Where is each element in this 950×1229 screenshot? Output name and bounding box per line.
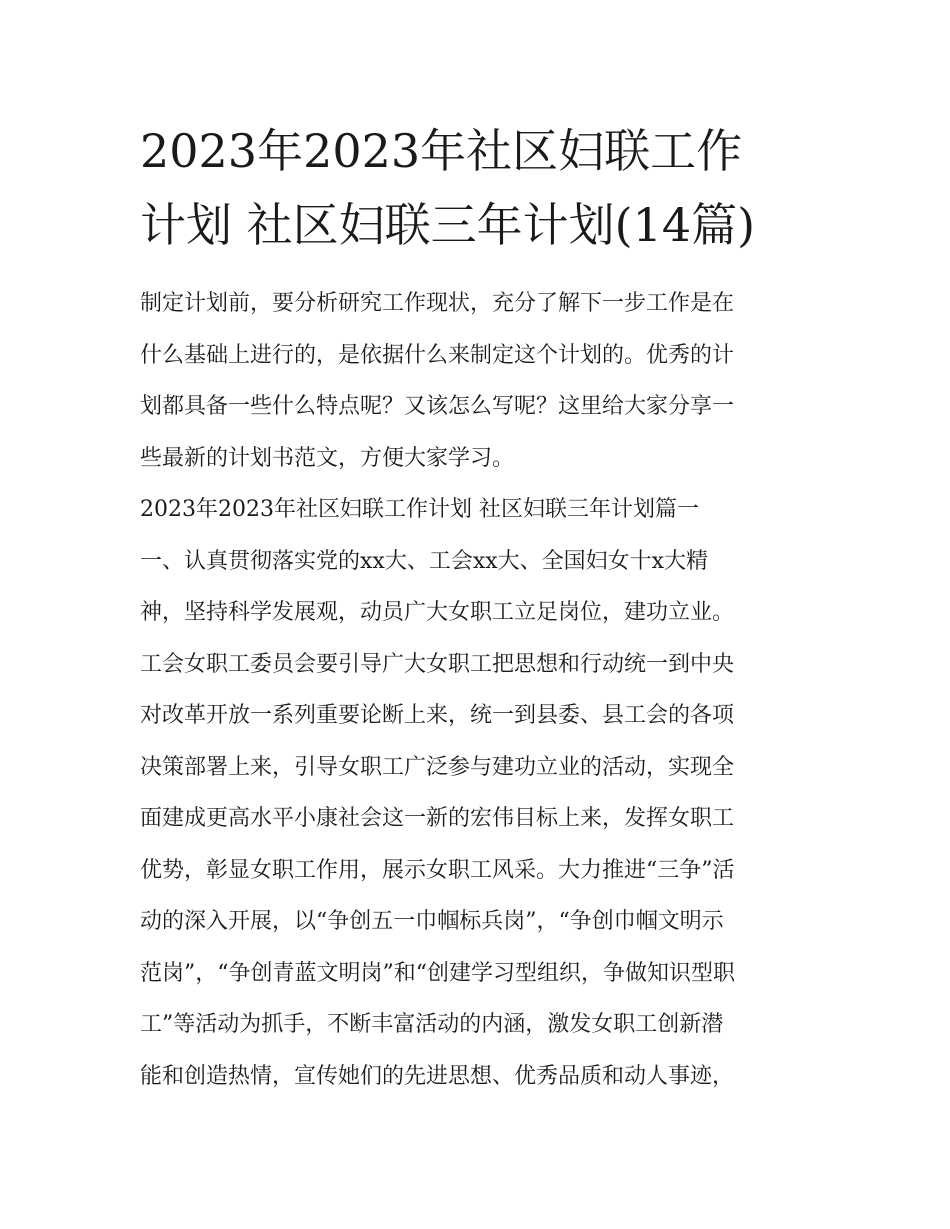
body-line: 对改革开放一系列重要论断上来，统一到县委、县工会的各项 [140,703,735,728]
body-line: 动的深入开展，以“争创五一巾帼标兵岗”，“争创巾帼文明示 [140,909,724,934]
body-line: 工会女职工委员会要引导广大女职工把思想和行动统一到中央 [140,651,735,677]
document-body [140,278,820,1102]
intro-line: 制定计划前，要分析研究工作现状，充分了解下一步工作是在 [140,291,735,316]
intro-line: 些最新的计划书范文，方便大家学习。 [140,445,515,471]
body-line: 能和创造热情，宣传她们的先进思想、优秀品质和动人事迹， [140,1063,735,1089]
section-heading-text: 2023年2023年社区妇联工作计划 社区妇联三年计划篇一 [140,497,699,522]
body-line: 神，坚持科学发展观，动员广大女职工立足岗位，建功立业。 [140,600,735,625]
intro-line: 划都具备一些什么特点呢？又该怎么写呢？这里给大家分享一 [140,394,735,419]
body-line: 范岗”，“争创青蓝文明岗”和“创建学习型组织，争做知识型职 [140,960,735,986]
body-line: 一、认真贯彻落实党的xx大、工会xx大、全国妇女十x大精 [140,548,709,574]
body-line: 优势，彰显女职工作用，展示女职工风采。大力推进“三争”活 [140,857,735,883]
document-title [140,114,820,262]
title-line-1: 2023年2023年社区妇联工作 [140,124,743,178]
intro-line: 什么基础上进行的，是依据什么来制定这个计划的。优秀的计 [140,342,735,368]
body-line: 决策部署上来，引导女职工广泛参与建功立业的活动，实现全 [140,754,735,780]
intro-paragraph [140,278,820,484]
section-heading [140,484,820,536]
body-paragraph [140,536,820,1103]
body-line: 面建成更高水平小康社会这一新的宏伟目标上来，发挥女职工 [140,806,735,831]
body-line: 工”等活动为抓手，不断丰富活动的内涵，激发女职工创新潜 [140,1012,724,1037]
title-line-2: 计划 社区妇联三年计划(14篇) [140,198,756,252]
